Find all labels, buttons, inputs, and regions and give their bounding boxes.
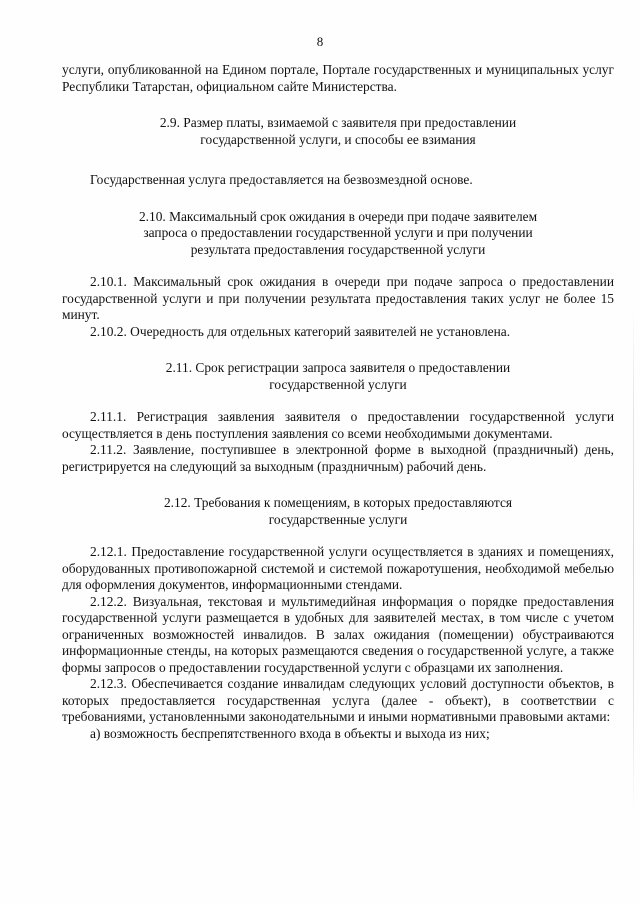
section-2-11-2: 2.11.2. Заявление, поступившее в электронной форме в выходной (праздничный) день, регистрируется на следующий за выходным (праздничным) рабочий день. bbox=[62, 442, 614, 474]
page-number: 8 bbox=[316, 34, 324, 49]
continued-paragraph: услуги, опубликованной на Едином портале, Портале государственных и муниципальных услуг Республики Татарстан, официальном сайте Министерства. bbox=[62, 62, 614, 94]
document-body bbox=[62, 62, 614, 742]
section-2-11-heading: 2.11. Срок регистрации запроса заявителя о предоставлении государственной услуги bbox=[165, 360, 511, 392]
section-2-12-2: 2.12.2. Визуальная, текстовая и мультимедийная информация о порядке предоставления государственной услуги размещается в удобных для заявителей местах, в том числе с учетом ограниченных возможностей инвалидов. В залах ожидания (помещении) обустраиваются информационные стенды, на которых размещаются сведения о государственной услуге, а также формы запросов о предоставлении государственной услуги с образцами их заполнения. bbox=[62, 593, 614, 675]
section-2-9-heading: 2.9. Размер платы, взимаемой с заявителя при предоставлении государственной услуги, и способы ее взимания bbox=[159, 115, 517, 147]
section-2-10-heading: 2.10. Максимальный срок ожидания в очереди при подаче заявителем запроса о предоставлении государственной услуги и при получении результата предоставления государственной услуги bbox=[138, 208, 538, 257]
scan-edge-shadow bbox=[633, 300, 634, 820]
section-2-12-item-a: а) возможность беспрепятственного входа в объекты и выхода из них; bbox=[90, 725, 490, 741]
section-2-12-heading: 2.12. Требования к помещениям, в которых предоставляются государственные услуги bbox=[163, 495, 513, 527]
section-2-12-1: 2.12.1. Предоставление государственной услуги осуществляется в зданиях и помещениях, оборудованных противопожарной системой и системой пожаротушения, необходимой мебелью для оформления документов, информационными стендами. bbox=[62, 544, 614, 592]
section-2-12-3: 2.12.3. Обеспечивается создание инвалидам следующих условий доступности объектов, в которых предоставляется государственная услуга (далее - объект), в соответствии с требованиями, установленными законодательными и иными нормативными правовыми актами: bbox=[62, 676, 614, 724]
section-2-9-body: Государственная услуга предоставляется на безвозмездной основе. bbox=[90, 172, 473, 187]
section-2-11-1: 2.11.1. Регистрация заявления заявителя о предоставлении государственной услуги осуществляется в день поступления заявления со всеми необходимыми документами. bbox=[62, 409, 614, 441]
section-2-10-2: 2.10.2. Очередность для отдельных категорий заявителей не установлена. bbox=[90, 323, 511, 339]
section-2-10-1: 2.10.1. Максимальный срок ожидания в очереди при подаче запроса о предоставлении государственной услуги и при получении результата предоставления таких услуг не более 15 минут. bbox=[62, 274, 614, 322]
